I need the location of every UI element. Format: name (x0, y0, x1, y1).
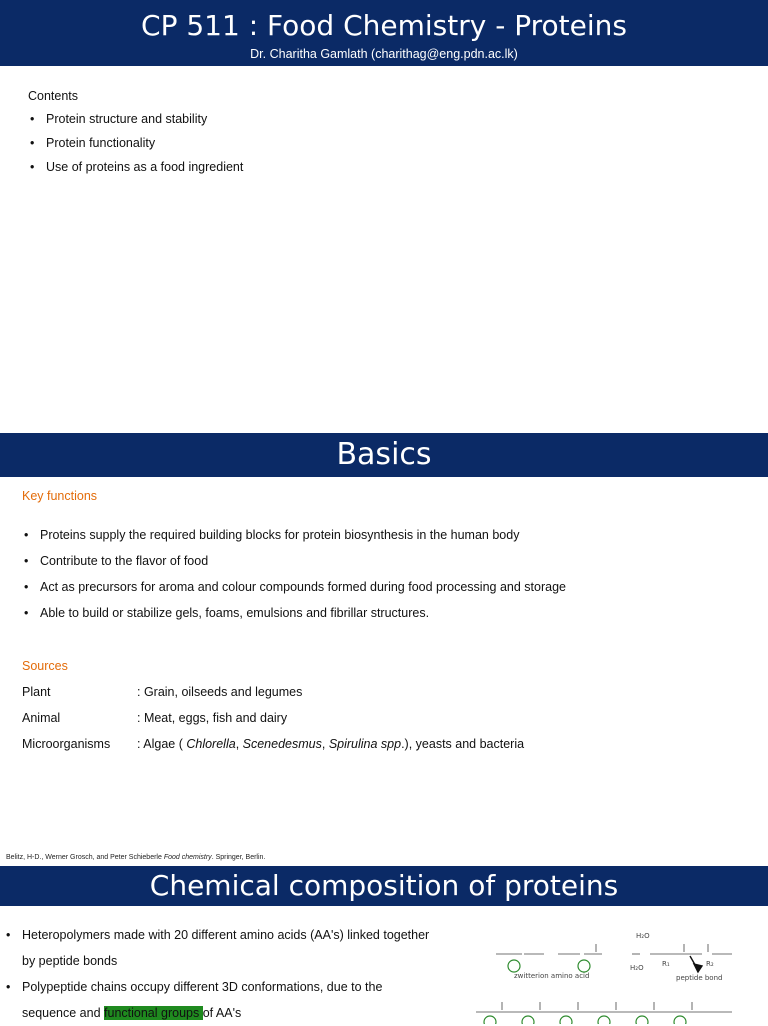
water-label: H₂O (630, 964, 644, 972)
functional-group-circle (636, 1016, 648, 1024)
peptide-bond-figure (462, 922, 758, 1024)
species-name: Scenedesmus (242, 737, 322, 751)
functional-group-circle (522, 1016, 534, 1024)
highlighted-term: functional groups (104, 1006, 203, 1020)
composition-item-text: Polypeptide chains occupy different 3D conformations, due to the sequence and (22, 980, 383, 1020)
key-functions-list (22, 527, 566, 631)
reference-book-title: Food chemistry (163, 854, 212, 861)
source-label: Microorganisms (22, 737, 111, 751)
key-function-item: • Able to build or stabilize gels, foams, emulsions and fibrillar structures. (22, 605, 566, 631)
key-functions-heading: Key functions (22, 489, 98, 503)
basics-banner (0, 433, 768, 477)
source-value (137, 736, 524, 752)
residue-label: R₂ (706, 960, 714, 968)
species-name: Spirulina spp (328, 737, 402, 751)
contents-item: • Protein structure and stability (28, 111, 243, 135)
source-value-text: : Algae ( (137, 737, 187, 751)
functional-group-circle (578, 960, 590, 972)
source-label: Animal (22, 711, 61, 725)
composition-item (4, 974, 434, 1026)
source-value-text: , (321, 737, 329, 751)
residue-label: R₁ (662, 960, 670, 968)
source-value-text: .), yeasts and bacteria (401, 737, 525, 751)
composition-item-text: of AA's (202, 1006, 242, 1020)
functional-group-circle (674, 1016, 686, 1024)
species-name: Chlorella (186, 737, 236, 751)
water-label: H₂O (636, 932, 650, 940)
composition-list (4, 922, 434, 1026)
composition-title: Chemical composition of proteins (149, 869, 619, 902)
source-value-text: , (235, 737, 243, 751)
peptide-bond-label: peptide bond (676, 974, 723, 982)
title-banner (0, 0, 768, 66)
contents-list (28, 111, 243, 183)
contents-item: • Use of proteins as a food ingredient (28, 159, 243, 183)
contents-heading: Contents (28, 89, 79, 103)
functional-group-circle (560, 1016, 572, 1024)
sources-heading: Sources (22, 659, 68, 673)
functional-group-circle (598, 1016, 610, 1024)
functional-group-circle (508, 960, 520, 972)
composition-item: • Heteropolymers made with 20 different amino acids (AA's) linked together by peptide bonds (4, 922, 434, 974)
key-function-item: • Contribute to the flavor of food (22, 553, 566, 579)
basics-title: Basics (336, 437, 432, 472)
reference-text: . Springer, Berlin. (211, 854, 266, 861)
source-label: Plant (22, 685, 51, 699)
key-function-item: • Proteins supply the required building blocks for protein biosynthesis in the human body (22, 527, 566, 553)
zwitterion-label: zwitterion amino acid (514, 972, 590, 980)
reference-citation (6, 853, 265, 862)
reference-text: Belitz, H-D., Werner Grosch, and Peter Schieberle (6, 854, 164, 861)
author-subtitle: Dr. Charitha Gamlath (charithag@eng.pdn.ac.lk) (250, 47, 518, 61)
page-title: CP 511 : Food Chemistry - Proteins (141, 9, 627, 42)
composition-banner (0, 866, 768, 906)
contents-item: • Protein functionality (28, 135, 243, 159)
key-function-item: • Act as precursors for aroma and colour compounds formed during food processing and storage (22, 579, 566, 605)
arrow-icon (690, 956, 702, 972)
functional-group-circle (484, 1016, 496, 1024)
source-value: : Meat, eggs, fish and dairy (137, 711, 288, 725)
source-value: : Grain, oilseeds and legumes (137, 685, 303, 699)
